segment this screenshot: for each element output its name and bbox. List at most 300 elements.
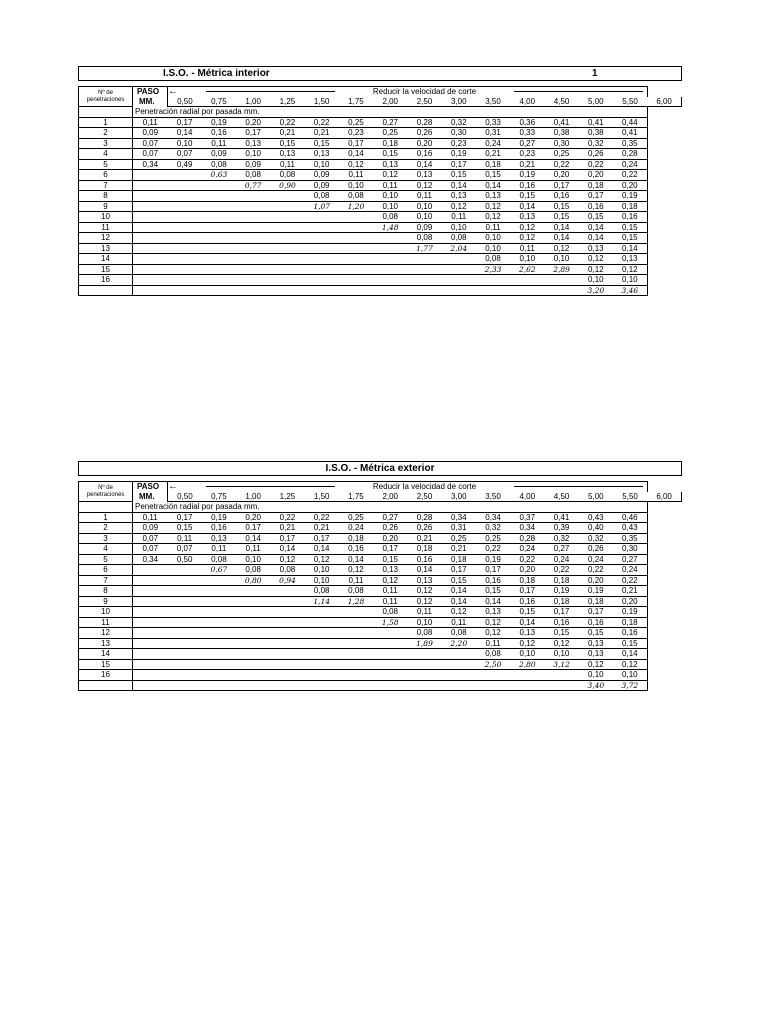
cell-value <box>168 596 202 607</box>
cell-value: 0,12 <box>510 222 544 233</box>
table-row <box>79 149 682 160</box>
penetration-number: 5 <box>79 554 133 565</box>
cell-value: 0,09 <box>236 159 270 170</box>
cell-value <box>339 659 373 670</box>
cell-value: 0,17 <box>442 159 476 170</box>
pitch-value: 1,00 <box>236 97 270 107</box>
cell-value: 0,08 <box>373 607 407 618</box>
cell-value: 0,16 <box>613 628 647 639</box>
cell-value: 0,19 <box>544 586 578 597</box>
cell-value <box>510 670 544 681</box>
cell-value: 0,25 <box>476 533 510 544</box>
cell-value: 0,15 <box>579 212 613 223</box>
cell-value: 0,16 <box>510 180 544 191</box>
cell-value <box>339 264 373 275</box>
table-row <box>79 128 682 139</box>
cell-value: 0,28 <box>613 149 647 160</box>
cell-value: 0,08 <box>442 628 476 639</box>
penetration-number: 15 <box>79 264 133 275</box>
cell-value: 0,12 <box>579 254 613 265</box>
cell-value: 0,32 <box>579 138 613 149</box>
row-number-cell <box>79 107 133 118</box>
cell-value <box>202 596 236 607</box>
cell-value <box>236 254 270 265</box>
cell-value: 0,14 <box>544 222 578 233</box>
cell-value: 0,13 <box>202 533 236 544</box>
cell-value: 0,12 <box>373 170 407 181</box>
table-row <box>79 586 682 597</box>
cell-value: 0,10 <box>407 201 441 212</box>
cell-value <box>133 565 168 576</box>
handwritten-total: 1,07 <box>305 201 339 212</box>
cell-value <box>476 285 510 296</box>
cell-value: 0,17 <box>236 523 270 534</box>
cell-value: 0,35 <box>613 533 647 544</box>
cell-value: 0,11 <box>339 575 373 586</box>
cell-value: 0,24 <box>613 159 647 170</box>
cell-value: 0,13 <box>510 212 544 223</box>
cell-value: 0,21 <box>613 586 647 597</box>
cell-value <box>133 670 168 681</box>
cell-value <box>133 638 168 649</box>
cell-value <box>373 275 407 286</box>
cell-value <box>202 222 236 233</box>
cell-value: 0,37 <box>510 512 544 523</box>
cell-value: 0,12 <box>407 586 441 597</box>
cell-value: 0,10 <box>613 670 647 681</box>
cell-value: 0,13 <box>373 565 407 576</box>
cell-value: 0,27 <box>613 554 647 565</box>
cell-value: 0,20 <box>544 170 578 181</box>
cell-value: 0,21 <box>305 128 339 139</box>
penetration-number: 3 <box>79 138 133 149</box>
cell-value: 0,20 <box>579 575 613 586</box>
cell-value: 0,27 <box>544 544 578 555</box>
cell-value <box>202 233 236 244</box>
cell-value: 0,11 <box>407 607 441 618</box>
pitch-row <box>79 492 682 502</box>
cell-value <box>442 254 476 265</box>
cell-value <box>407 264 441 275</box>
cell-value: 0,16 <box>544 617 578 628</box>
cell-value <box>168 170 202 181</box>
cell-value: 0,19 <box>510 170 544 181</box>
pitch-value: 1,25 <box>270 97 304 107</box>
cell-value: 0,12 <box>373 575 407 586</box>
cell-value: 0,13 <box>236 138 270 149</box>
penetration-number: 5 <box>79 159 133 170</box>
cell-value <box>133 285 168 296</box>
cell-value <box>339 617 373 628</box>
cell-value <box>270 222 304 233</box>
cell-value: 0,14 <box>339 149 373 160</box>
cell-value: 0,11 <box>236 544 270 555</box>
cell-value <box>202 254 236 265</box>
cell-value: 0,13 <box>476 191 510 202</box>
cell-value <box>168 180 202 191</box>
arrow-left-icon: ← <box>168 87 202 97</box>
cell-value: 0,17 <box>339 138 373 149</box>
handwritten-total: 2,62 <box>510 264 544 275</box>
cell-value: 0,20 <box>613 180 647 191</box>
cell-value: 0,33 <box>476 117 510 128</box>
cell-value <box>236 596 270 607</box>
cell-value: 0,18 <box>373 138 407 149</box>
penetration-number: 12 <box>79 628 133 639</box>
cell-value <box>202 628 236 639</box>
cell-value: 0,12 <box>270 554 304 565</box>
cell-value: 0,11 <box>339 170 373 181</box>
cell-value <box>544 670 578 681</box>
cell-value: 0,11 <box>373 180 407 191</box>
handwritten-total: 0,80 <box>236 575 270 586</box>
cell-value <box>133 201 168 212</box>
cell-value <box>236 201 270 212</box>
cell-value: 0,21 <box>407 533 441 544</box>
cell-value <box>339 243 373 254</box>
cell-value: 0,07 <box>133 149 168 160</box>
cell-value: 0,12 <box>579 659 613 670</box>
table-row <box>79 170 682 181</box>
cell-value: 0,09 <box>407 222 441 233</box>
cell-value: 0,13 <box>442 191 476 202</box>
cell-value: 0,08 <box>236 170 270 181</box>
cell-value: 0,10 <box>407 212 441 223</box>
table-row <box>79 191 682 202</box>
table-row <box>79 212 682 223</box>
cell-value: 0,32 <box>544 533 578 544</box>
cell-value <box>442 285 476 296</box>
pitch-value: 1,00 <box>236 492 270 502</box>
penetration-number: 10 <box>79 607 133 618</box>
cell-value: 0,10 <box>613 275 647 286</box>
cell-value <box>305 254 339 265</box>
cell-value: 0,22 <box>579 565 613 576</box>
cell-value <box>168 628 202 639</box>
cell-value: 0,17 <box>544 607 578 618</box>
row-header-label: Nº de penetraciones <box>79 482 133 502</box>
cell-value: 0,10 <box>373 191 407 202</box>
penetration-number: 16 <box>79 670 133 681</box>
cell-value <box>270 191 304 202</box>
table-row <box>79 180 682 191</box>
cell-value: 0,10 <box>236 554 270 565</box>
pitch-value: 3,50 <box>476 492 510 502</box>
cell-value: 0,13 <box>305 149 339 160</box>
table-row <box>79 243 682 254</box>
handwritten-total: 2,80 <box>510 659 544 670</box>
cell-value: 0,08 <box>202 554 236 565</box>
cell-value <box>407 680 441 691</box>
cell-value: 0,11 <box>442 617 476 628</box>
cell-value <box>168 243 202 254</box>
cell-value <box>305 607 339 618</box>
cell-value: 0,08 <box>373 212 407 223</box>
handwritten-total: 3,40 <box>579 680 613 691</box>
cell-value <box>168 680 202 691</box>
cell-value <box>270 275 304 286</box>
cell-value: 0,08 <box>270 170 304 181</box>
table-row <box>79 512 682 523</box>
table-row <box>79 285 682 296</box>
cell-value: 0,12 <box>305 554 339 565</box>
pitch-value: 5,50 <box>613 492 647 502</box>
table-row <box>79 617 682 628</box>
cell-value: 0,08 <box>476 649 510 660</box>
cell-value <box>236 275 270 286</box>
cell-value: 0,21 <box>476 149 510 160</box>
cell-value <box>270 649 304 660</box>
cell-value <box>510 285 544 296</box>
cell-value <box>168 586 202 597</box>
cell-value: 0,17 <box>442 565 476 576</box>
penetration-number: 3 <box>79 533 133 544</box>
cell-value <box>133 628 168 639</box>
cell-value: 0,18 <box>510 575 544 586</box>
cell-value: 0,14 <box>510 201 544 212</box>
cell-value: 0,14 <box>476 596 510 607</box>
cell-value: 0,15 <box>510 191 544 202</box>
penetration-number: 14 <box>79 649 133 660</box>
cell-value <box>168 201 202 212</box>
cell-value: 0,15 <box>442 575 476 586</box>
cell-value: 0,11 <box>476 638 510 649</box>
cell-value <box>544 285 578 296</box>
cell-value: 0,13 <box>579 638 613 649</box>
pitch-value: 0,75 <box>202 97 236 107</box>
paso-label: PASO <box>133 482 168 492</box>
mm-label: MM. <box>133 97 168 107</box>
cell-value: 0,11 <box>442 212 476 223</box>
handwritten-total: 2,89 <box>544 264 578 275</box>
cell-value: 0,24 <box>339 523 373 534</box>
cell-value <box>236 586 270 597</box>
cell-value: 0,07 <box>133 544 168 555</box>
handwritten-total: 1,77 <box>407 243 441 254</box>
table-row <box>79 565 682 576</box>
cell-value: 0,14 <box>407 565 441 576</box>
thread-data-table <box>78 86 682 296</box>
cell-value <box>476 670 510 681</box>
cell-value: 0,09 <box>305 170 339 181</box>
cell-value <box>236 264 270 275</box>
cell-value: 0,20 <box>579 170 613 181</box>
cell-value: 0,14 <box>168 128 202 139</box>
cell-value <box>407 275 441 286</box>
cell-value: 0,14 <box>236 533 270 544</box>
pitch-value: 1,50 <box>305 492 339 502</box>
cell-value <box>270 254 304 265</box>
pitch-value: 3,00 <box>442 97 476 107</box>
cell-value <box>339 649 373 660</box>
cell-value: 0,38 <box>579 128 613 139</box>
cell-value: 0,15 <box>510 607 544 618</box>
cell-value <box>373 285 407 296</box>
cell-value <box>168 607 202 618</box>
cell-value <box>168 565 202 576</box>
cell-value: 0,12 <box>613 264 647 275</box>
cell-value: 0,15 <box>476 586 510 597</box>
table-metrica-interior <box>78 66 682 296</box>
cell-value: 0,16 <box>202 128 236 139</box>
cell-value: 0,15 <box>579 628 613 639</box>
cell-value: 0,16 <box>579 617 613 628</box>
cell-value: 0,11 <box>407 191 441 202</box>
arrow-line <box>510 482 647 492</box>
cell-value <box>442 659 476 670</box>
cell-value: 0,22 <box>305 512 339 523</box>
cell-value: 0,19 <box>202 117 236 128</box>
cell-value: 0,20 <box>236 117 270 128</box>
cell-value: 0,50 <box>168 554 202 565</box>
cell-value: 0,22 <box>270 117 304 128</box>
cell-value <box>373 264 407 275</box>
cell-value: 0,10 <box>476 243 510 254</box>
cell-value: 0,34 <box>442 512 476 523</box>
cell-value: 0,15 <box>544 628 578 639</box>
cell-value <box>236 617 270 628</box>
penetration-number: 2 <box>79 128 133 139</box>
handwritten-total: 1,58 <box>373 617 407 628</box>
cell-value: 0,12 <box>442 607 476 618</box>
cell-value: 0,15 <box>476 170 510 181</box>
cell-value: 0,18 <box>544 575 578 586</box>
cell-value <box>236 285 270 296</box>
table-row <box>79 254 682 265</box>
cell-value <box>133 275 168 286</box>
cell-value <box>133 649 168 660</box>
cell-value: 0,34 <box>476 512 510 523</box>
table-row <box>79 554 682 565</box>
cell-value: 0,22 <box>476 544 510 555</box>
cell-value: 0,14 <box>579 222 613 233</box>
cell-value <box>236 222 270 233</box>
table-row <box>79 117 682 128</box>
cell-value: 0,12 <box>407 596 441 607</box>
cell-value <box>305 659 339 670</box>
pitch-value: 1,50 <box>305 97 339 107</box>
pitch-value: 0,75 <box>202 492 236 502</box>
cell-value: 0,16 <box>613 212 647 223</box>
penetration-number: 12 <box>79 233 133 244</box>
handwritten-total: 3,72 <box>613 680 647 691</box>
cell-value <box>202 191 236 202</box>
table-row <box>79 138 682 149</box>
pitch-value: 4,50 <box>544 492 578 502</box>
cell-value: 0,20 <box>373 533 407 544</box>
cell-value <box>236 649 270 660</box>
cell-value <box>270 285 304 296</box>
pitch-value: 4,00 <box>510 492 544 502</box>
cell-value: 0,07 <box>168 149 202 160</box>
penetration-number: 11 <box>79 617 133 628</box>
cell-value <box>305 222 339 233</box>
cell-value <box>339 680 373 691</box>
cell-value <box>133 575 168 586</box>
cell-value: 0,24 <box>510 544 544 555</box>
cell-value <box>168 285 202 296</box>
cell-value <box>339 222 373 233</box>
cell-value <box>442 680 476 691</box>
cell-value: 0,10 <box>305 159 339 170</box>
cell-value: 0,14 <box>442 586 476 597</box>
cell-value <box>202 649 236 660</box>
cell-value: 0,26 <box>579 149 613 160</box>
pitch-row <box>79 97 682 107</box>
cell-value: 0,12 <box>613 659 647 670</box>
penetration-number: 2 <box>79 523 133 534</box>
handwritten-total: 2,20 <box>442 638 476 649</box>
cell-value: 0,17 <box>476 565 510 576</box>
cell-value <box>407 670 441 681</box>
cell-value: 0,15 <box>373 149 407 160</box>
pitch-value: 2,50 <box>407 97 441 107</box>
penetration-number: 1 <box>79 512 133 523</box>
table-row <box>79 607 682 618</box>
table-row <box>79 628 682 639</box>
cell-value: 0,10 <box>339 180 373 191</box>
cell-value: 0,16 <box>407 149 441 160</box>
pitch-value: 3,00 <box>442 492 476 502</box>
cell-value: 0,08 <box>339 586 373 597</box>
cell-value: 0,31 <box>476 128 510 139</box>
header-row <box>79 87 682 97</box>
cell-value <box>236 628 270 639</box>
cell-value: 0,08 <box>407 628 441 639</box>
cell-value: 0,26 <box>373 523 407 534</box>
cell-value <box>373 649 407 660</box>
cell-value: 0,13 <box>407 170 441 181</box>
cell-value: 0,28 <box>407 117 441 128</box>
handwritten-total: 1,14 <box>305 596 339 607</box>
cell-value <box>305 243 339 254</box>
pitch-value: 1,75 <box>339 492 373 502</box>
cell-value <box>168 275 202 286</box>
cell-value <box>202 264 236 275</box>
cell-value: 0,26 <box>579 544 613 555</box>
cell-value: 0,13 <box>579 649 613 660</box>
cell-value <box>236 607 270 618</box>
cell-value: 0,32 <box>442 117 476 128</box>
cell-value <box>133 617 168 628</box>
cell-value: 0,13 <box>270 149 304 160</box>
cell-value: 0,23 <box>339 128 373 139</box>
cell-value: 0,33 <box>510 128 544 139</box>
penetration-number: 13 <box>79 638 133 649</box>
cell-value <box>202 617 236 628</box>
cell-value <box>373 254 407 265</box>
speed-note: Reducir la velocidad de corte <box>339 87 510 97</box>
cell-value: 0,21 <box>270 128 304 139</box>
cell-value: 0,15 <box>544 201 578 212</box>
cell-value: 0,08 <box>236 565 270 576</box>
cell-value <box>202 659 236 670</box>
cell-value <box>305 638 339 649</box>
pitch-value: 2,50 <box>407 492 441 502</box>
cell-value <box>339 670 373 681</box>
handwritten-total: 1,28 <box>339 596 373 607</box>
table-row <box>79 649 682 660</box>
cell-value: 0,10 <box>442 222 476 233</box>
cell-value <box>202 607 236 618</box>
cell-value <box>168 264 202 275</box>
cell-value: 0,41 <box>544 512 578 523</box>
cell-value: 0,07 <box>133 533 168 544</box>
cell-value: 0,10 <box>544 254 578 265</box>
cell-value: 0,18 <box>476 159 510 170</box>
penetration-number: 1 <box>79 117 133 128</box>
cell-value: 0,41 <box>613 128 647 139</box>
